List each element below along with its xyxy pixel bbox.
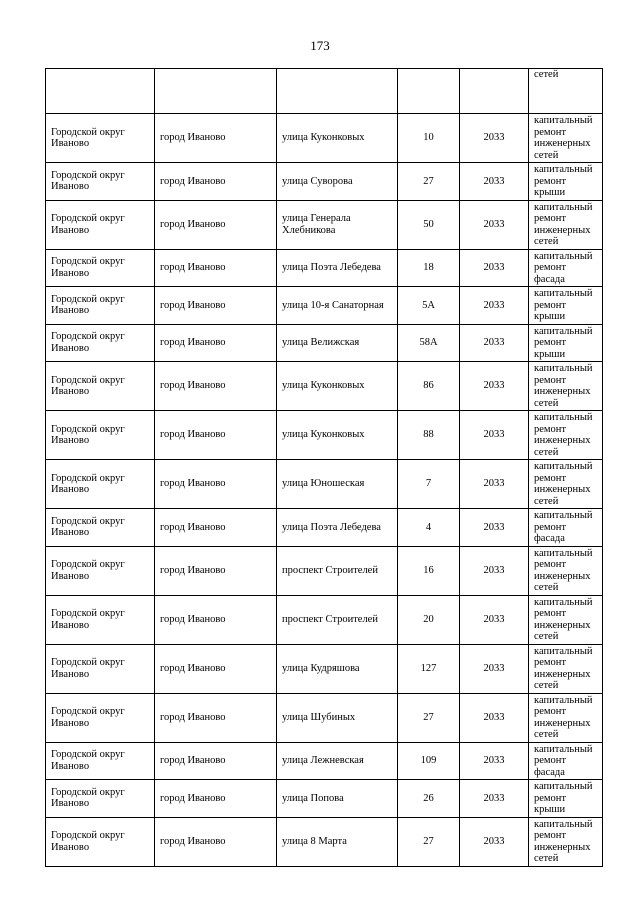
cell-street: проспект Строителей xyxy=(277,595,398,644)
cell-city: город Иваново xyxy=(155,287,277,325)
cell-work-type: сетей xyxy=(529,69,603,114)
cell-year: 2033 xyxy=(460,249,529,287)
cell-house: 88 xyxy=(398,411,460,460)
table-row xyxy=(46,249,603,287)
cell-year: 2033 xyxy=(460,324,529,362)
cell-year: 2033 xyxy=(460,460,529,509)
cell-house: 4 xyxy=(398,509,460,547)
table-row xyxy=(46,411,603,460)
cell-city: город Иваново xyxy=(155,509,277,547)
cell-year: 2033 xyxy=(460,693,529,742)
cell-year: 2033 xyxy=(460,546,529,595)
cell-work-type: капитальный ремонт фасада xyxy=(529,249,603,287)
cell-work-type: капитальный ремонт крыши xyxy=(529,324,603,362)
cell-house: 7 xyxy=(398,460,460,509)
cell-municipality: Городской округ Иваново xyxy=(46,200,155,249)
table-row xyxy=(46,287,603,325)
cell-work-type: капитальный ремонт инженерных сетей xyxy=(529,362,603,411)
cell-street xyxy=(277,69,398,114)
cell-municipality: Городской округ Иваново xyxy=(46,324,155,362)
cell-municipality: Городской округ Иваново xyxy=(46,509,155,547)
cell-municipality: Городской округ Иваново xyxy=(46,595,155,644)
cell-house: 5А xyxy=(398,287,460,325)
cell-house: 27 xyxy=(398,817,460,866)
page-number: 173 xyxy=(310,38,330,53)
repair-schedule-table xyxy=(45,68,603,867)
cell-work-type: капитальный ремонт инженерных сетей xyxy=(529,644,603,693)
cell-street: улица Поэта Лебедева xyxy=(277,249,398,287)
cell-city: город Иваново xyxy=(155,742,277,780)
cell-city: город Иваново xyxy=(155,595,277,644)
cell-house: 27 xyxy=(398,163,460,201)
cell-city: город Иваново xyxy=(155,163,277,201)
cell-house: 109 xyxy=(398,742,460,780)
cell-work-type: капитальный ремонт крыши xyxy=(529,163,603,201)
cell-house: 50 xyxy=(398,200,460,249)
cell-house: 26 xyxy=(398,780,460,818)
cell-municipality: Городской округ Иваново xyxy=(46,163,155,201)
cell-street: улица Велижская xyxy=(277,324,398,362)
table-row xyxy=(46,163,603,201)
table-row xyxy=(46,817,603,866)
cell-city: город Иваново xyxy=(155,780,277,818)
table-row xyxy=(46,324,603,362)
table-row xyxy=(46,114,603,163)
cell-year: 2033 xyxy=(460,509,529,547)
cell-street: улица Кудряшова xyxy=(277,644,398,693)
table-row xyxy=(46,595,603,644)
table-row xyxy=(46,460,603,509)
cell-year: 2033 xyxy=(460,200,529,249)
cell-municipality: Городской округ Иваново xyxy=(46,249,155,287)
cell-street: улица Поэта Лебедева xyxy=(277,509,398,547)
table-row xyxy=(46,546,603,595)
cell-house: 16 xyxy=(398,546,460,595)
cell-street: улица Куконковых xyxy=(277,114,398,163)
cell-municipality: Городской округ Иваново xyxy=(46,546,155,595)
cell-city: город Иваново xyxy=(155,460,277,509)
cell-house: 86 xyxy=(398,362,460,411)
cell-street: улица Лежневская xyxy=(277,742,398,780)
cell-year: 2033 xyxy=(460,595,529,644)
cell-municipality: Городской округ Иваново xyxy=(46,817,155,866)
cell-street: улица Суворова xyxy=(277,163,398,201)
cell-municipality: Городской округ Иваново xyxy=(46,114,155,163)
cell-city: город Иваново xyxy=(155,546,277,595)
cell-work-type: капитальный ремонт инженерных сетей xyxy=(529,460,603,509)
cell-city: город Иваново xyxy=(155,249,277,287)
table-row xyxy=(46,780,603,818)
cell-street: улица Юношеская xyxy=(277,460,398,509)
cell-municipality: Городской округ Иваново xyxy=(46,460,155,509)
cell-house xyxy=(398,69,460,114)
cell-house: 27 xyxy=(398,693,460,742)
cell-year: 2033 xyxy=(460,742,529,780)
cell-house: 18 xyxy=(398,249,460,287)
cell-year xyxy=(460,69,529,114)
cell-municipality: Городской округ Иваново xyxy=(46,411,155,460)
cell-street: улица 8 Марта xyxy=(277,817,398,866)
cell-municipality: Городской округ Иваново xyxy=(46,287,155,325)
cell-street: улица 10-я Санаторная xyxy=(277,287,398,325)
cell-year: 2033 xyxy=(460,817,529,866)
cell-city: город Иваново xyxy=(155,693,277,742)
cell-city: город Иваново xyxy=(155,200,277,249)
cell-city: город Иваново xyxy=(155,324,277,362)
table-row xyxy=(46,742,603,780)
cell-year: 2033 xyxy=(460,644,529,693)
cell-year: 2033 xyxy=(460,411,529,460)
cell-street: улица Попова xyxy=(277,780,398,818)
cell-municipality: Городской округ Иваново xyxy=(46,780,155,818)
cell-work-type: капитальный ремонт инженерных сетей xyxy=(529,693,603,742)
cell-year: 2033 xyxy=(460,163,529,201)
cell-year: 2033 xyxy=(460,114,529,163)
cell-year: 2033 xyxy=(460,780,529,818)
cell-municipality: Городской округ Иваново xyxy=(46,693,155,742)
cell-municipality: Городской округ Иваново xyxy=(46,362,155,411)
cell-city: город Иваново xyxy=(155,817,277,866)
cell-house: 58А xyxy=(398,324,460,362)
cell-municipality: Городской округ Иваново xyxy=(46,742,155,780)
cell-street: улица Генерала Хлебникова xyxy=(277,200,398,249)
cell-year: 2033 xyxy=(460,362,529,411)
cell-work-type: капитальный ремонт инженерных сетей xyxy=(529,114,603,163)
cell-work-type: капитальный ремонт инженерных сетей xyxy=(529,411,603,460)
cell-work-type: капитальный ремонт инженерных сетей xyxy=(529,817,603,866)
table-row xyxy=(46,644,603,693)
cell-work-type: капитальный ремонт фасада xyxy=(529,509,603,547)
cell-municipality xyxy=(46,69,155,114)
cell-municipality: Городской округ Иваново xyxy=(46,644,155,693)
cell-city: город Иваново xyxy=(155,644,277,693)
cell-work-type: капитальный ремонт крыши xyxy=(529,780,603,818)
continuation-row xyxy=(46,69,603,114)
table-row xyxy=(46,509,603,547)
cell-work-type: капитальный ремонт фасада xyxy=(529,742,603,780)
cell-work-type: капитальный ремонт крыши xyxy=(529,287,603,325)
cell-city: город Иваново xyxy=(155,411,277,460)
cell-house: 10 xyxy=(398,114,460,163)
table-row xyxy=(46,200,603,249)
cell-street: проспект Строителей xyxy=(277,546,398,595)
cell-street: улица Куконковых xyxy=(277,362,398,411)
cell-street: улица Шубиных xyxy=(277,693,398,742)
cell-work-type: капитальный ремонт инженерных сетей xyxy=(529,595,603,644)
cell-street: улица Куконковых xyxy=(277,411,398,460)
cell-city: город Иваново xyxy=(155,114,277,163)
cell-work-type: капитальный ремонт инженерных сетей xyxy=(529,200,603,249)
cell-house: 20 xyxy=(398,595,460,644)
cell-year: 2033 xyxy=(460,287,529,325)
cell-work-type: капитальный ремонт инженерных сетей xyxy=(529,546,603,595)
cell-city xyxy=(155,69,277,114)
table-row xyxy=(46,362,603,411)
cell-city: город Иваново xyxy=(155,362,277,411)
cell-house: 127 xyxy=(398,644,460,693)
table-body xyxy=(46,69,603,867)
table-row xyxy=(46,693,603,742)
